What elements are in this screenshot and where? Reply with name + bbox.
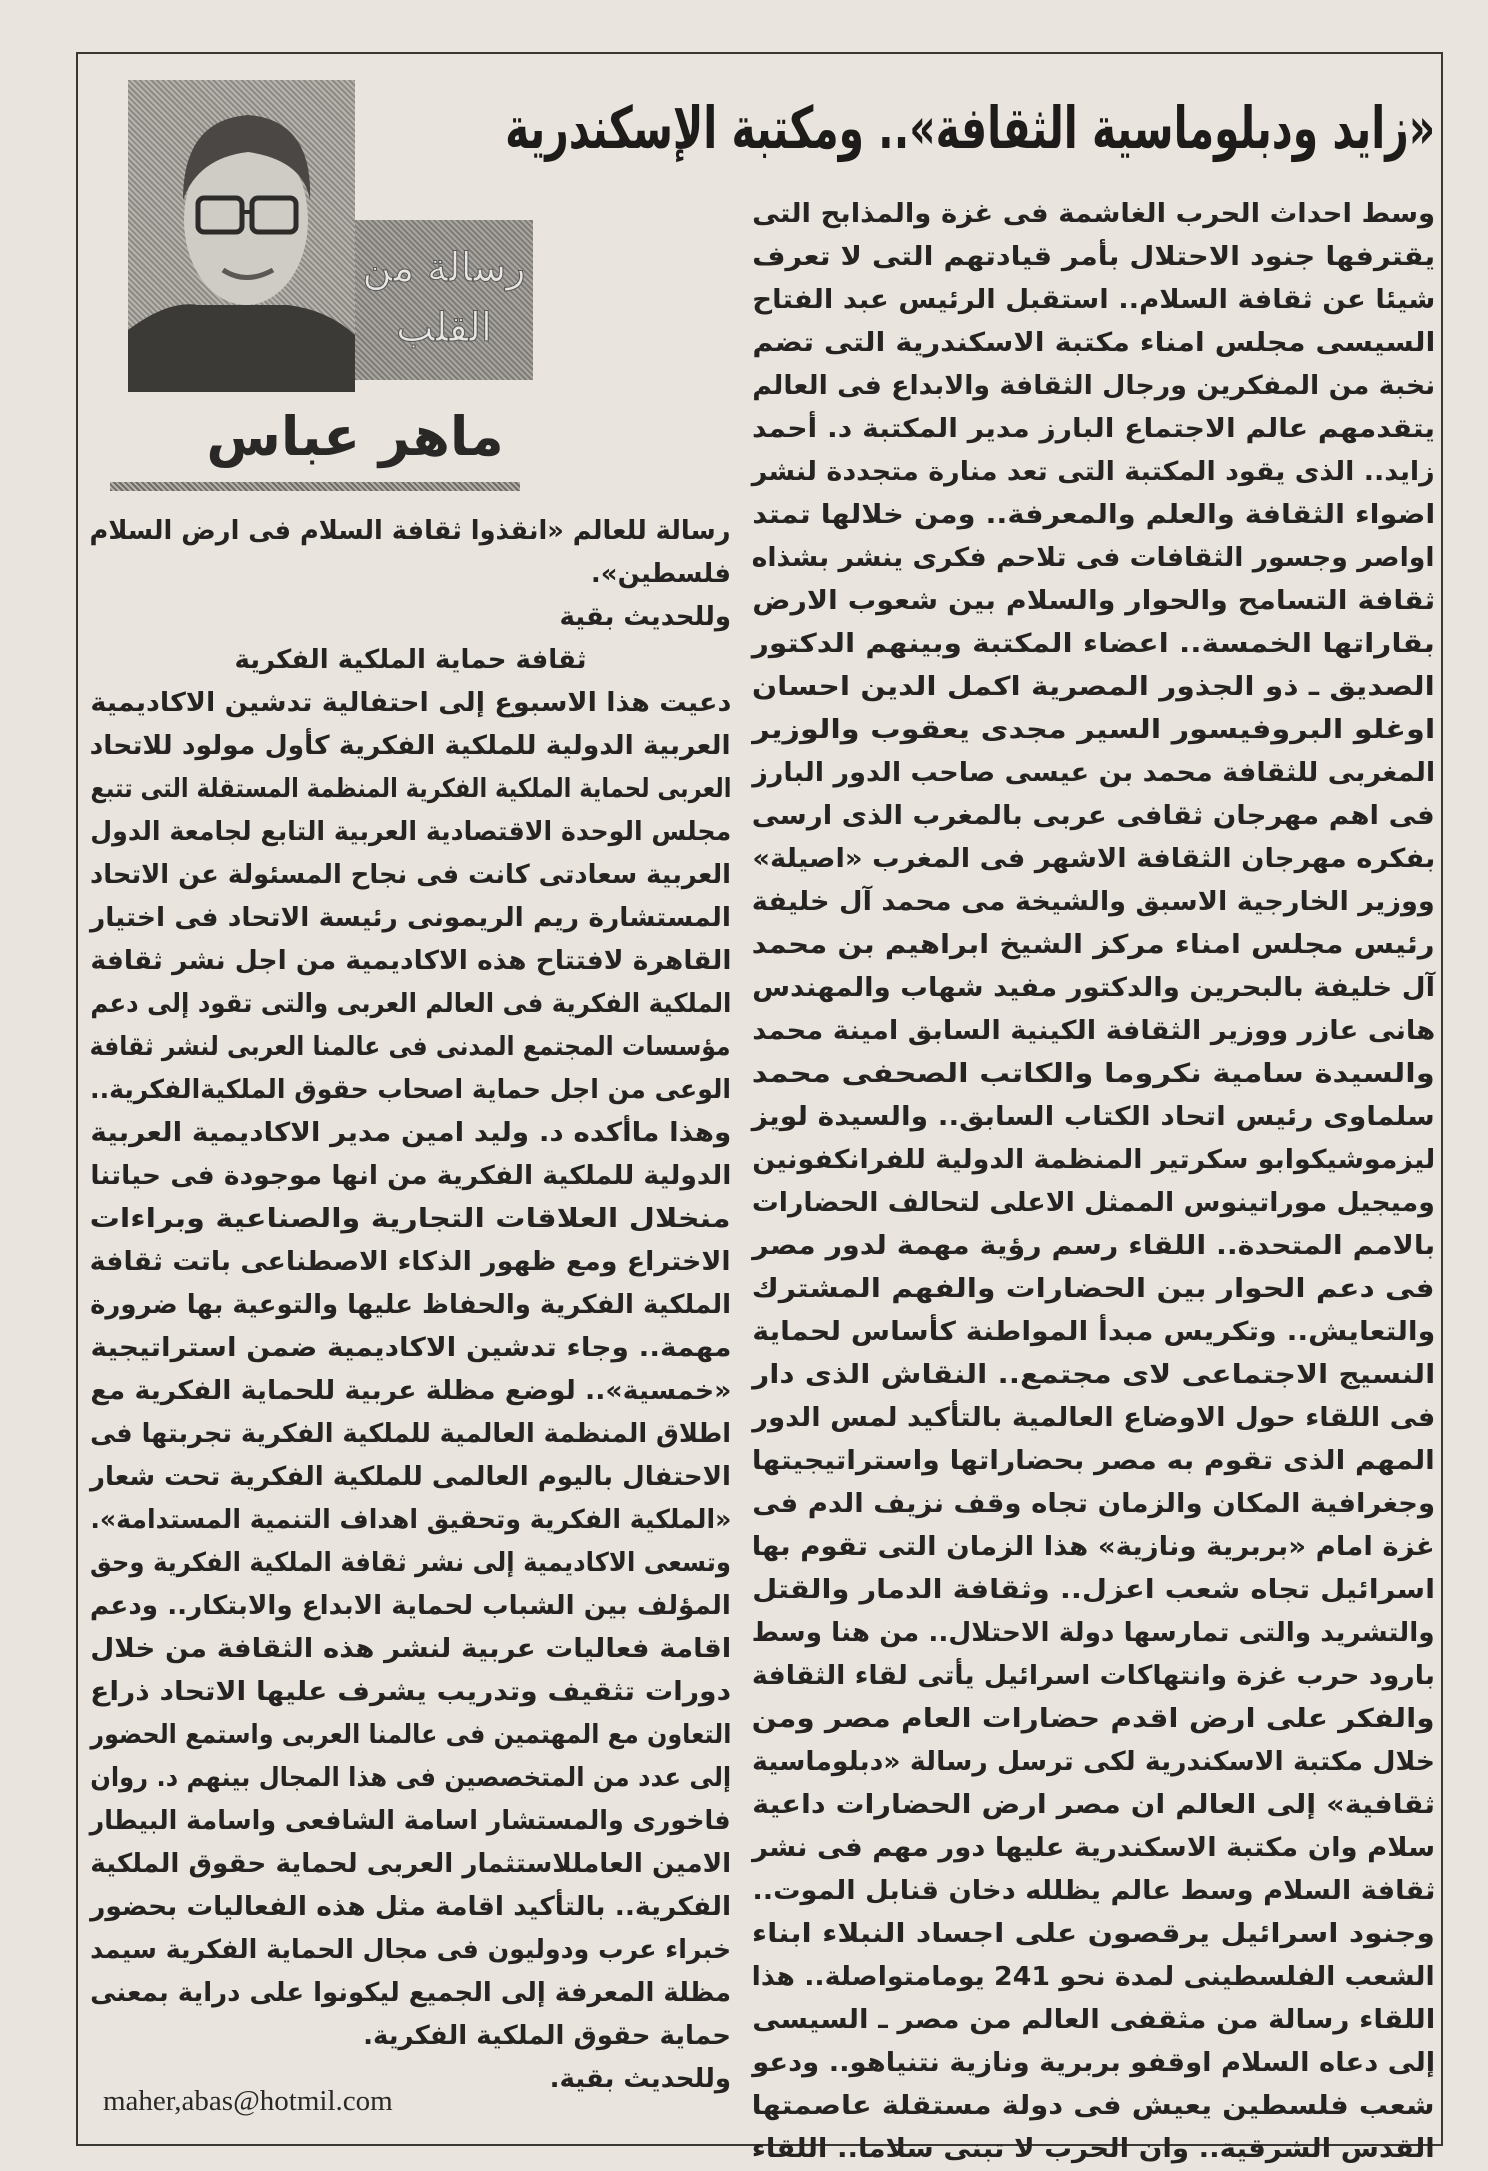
text-line-content: ووزير الخارجية الاسبق والشيخة مى محمد آل خليفة bbox=[751, 887, 1435, 917]
author-portrait-image bbox=[128, 80, 355, 392]
text-line bbox=[752, 279, 1435, 322]
text-line-content: وللحديث بقية bbox=[559, 602, 731, 632]
text-line-content: «الملكية الفكرية وتحقيق اهداف التنمية المستدامة». bbox=[90, 1505, 731, 1535]
text-line-content: وجغرافية المكان والزمان تجاه وقف نزيف الدم فى bbox=[752, 1489, 1435, 1519]
text-line bbox=[90, 1198, 731, 1241]
text-line bbox=[90, 1542, 731, 1585]
text-line-content: اوغلو البروفيسور السير مجدى يعقوب والوزير bbox=[752, 715, 1435, 745]
text-line bbox=[752, 967, 1435, 1010]
text-line-content: سلام وان مكتبة الاسكندرية عليها دور مهم فى نشر bbox=[752, 1833, 1435, 1863]
text-line bbox=[90, 983, 731, 1026]
text-line bbox=[90, 1714, 731, 1757]
text-line bbox=[752, 1096, 1435, 1139]
text-line-content: مهمة.. وجاء تدشين الاكاديمية ضمن استراتيجية bbox=[90, 1333, 731, 1363]
column-tag-line1: رسالة من bbox=[362, 245, 526, 291]
text-line-content: القدس الشرقية.. وان الحرب لا تبنى سلاما.. اللقاء bbox=[752, 2134, 1435, 2164]
text-line bbox=[90, 1972, 731, 2015]
text-line-content: بفكره مهرجان الثقافة الاشهر فى المغرب «اصيلة» bbox=[751, 844, 1435, 874]
text-line-content: مظلة المعرفة إلى الجميع ليكونوا على دراية بمعنى bbox=[90, 1978, 731, 2008]
text-line-content: «خمسية».. لوضع مظلة عربية للحماية الفكرية مع bbox=[90, 1376, 731, 1406]
text-line-content: بالامم المتحدة.. اللقاء رسم رؤية مهمة لدور مصر bbox=[752, 1231, 1435, 1261]
text-line bbox=[752, 408, 1435, 451]
text-line-content: رئيس مجلس امناء مركز الشيخ ابراهيم بن محمد bbox=[752, 930, 1435, 960]
text-line-content: وسط احداث الحرب الغاشمة فى غزة والمذابح التى bbox=[752, 199, 1435, 229]
text-line-content: هانى عازر ووزير الثقافة الكينية السابق امينة محمد bbox=[752, 1016, 1435, 1046]
text-line bbox=[752, 1913, 1435, 1956]
text-line bbox=[90, 1628, 731, 1671]
text-line-content: الملكية الفكرية فى العالم العربى والتى تقود إلى دعم bbox=[90, 989, 731, 1019]
text-line bbox=[90, 1413, 731, 1456]
text-line-content: فى دعم الحوار بين الحضارات والفهم المشترك bbox=[752, 1274, 1435, 1304]
text-line-content: فلسطين». bbox=[590, 559, 731, 589]
text-line-content: منخلال العلاقات التجارية والصناعية وبراءات bbox=[90, 1204, 731, 1234]
text-line-content: وهذا ماأكده د. وليد امين مدير الاكاديمية العربية bbox=[90, 1118, 731, 1148]
text-line-content: ثقافة السلام وسط عالم يظلله دخان قنابل الموت.. bbox=[752, 1876, 1435, 1906]
text-line bbox=[752, 1225, 1435, 1268]
text-line bbox=[752, 580, 1435, 623]
text-line-content: يتقدمهم عالم الاجتماع البارز مدير المكتبة د. أحمد bbox=[751, 414, 1435, 444]
text-line-content: سلماوى رئيس اتحاد الكتاب السابق.. والسيدة لويز bbox=[752, 1102, 1435, 1132]
text-line-content: الفكرية.. بالتأكيد اقامة مثل هذه الفعاليات بحضور bbox=[90, 1892, 731, 1922]
text-line-content: فى اهم مهرجان ثقافى عربى بالمغرب الذى ارسى bbox=[752, 801, 1435, 831]
text-line bbox=[752, 1311, 1435, 1354]
text-line bbox=[752, 1268, 1435, 1311]
text-line bbox=[90, 1929, 731, 1972]
text-line bbox=[752, 193, 1435, 236]
text-line bbox=[90, 596, 731, 639]
text-line-content: يقترفها جنود الاحتلال بأمر قيادتهم التى لا تعرف bbox=[752, 242, 1435, 272]
author-photo bbox=[128, 80, 355, 392]
column-tag-box bbox=[355, 220, 533, 380]
text-line bbox=[90, 510, 731, 553]
text-line bbox=[90, 1757, 731, 1800]
text-line bbox=[752, 1784, 1435, 1827]
byline-divider bbox=[110, 482, 520, 491]
text-line bbox=[752, 365, 1435, 408]
text-line-content: والفكر على ارض اقدم حضارات العام مصر ومن bbox=[752, 1704, 1435, 1734]
text-line-content: شيئا عن ثقافة السلام.. استقبل الرئيس عبد الفتاح bbox=[752, 285, 1435, 315]
article-column-left bbox=[90, 510, 731, 2101]
text-line bbox=[90, 553, 731, 596]
text-line-content: خلال مكتبة الاسكندرية لكى ترسل رسالة «دبلوماسية bbox=[752, 1747, 1435, 1777]
text-line-content: ثقافة التسامح والحوار والسلام بين شعوب الارض bbox=[752, 586, 1435, 616]
text-line bbox=[90, 2015, 731, 2058]
text-line bbox=[752, 752, 1435, 795]
text-line bbox=[90, 725, 731, 768]
text-line bbox=[90, 1499, 731, 1542]
text-line bbox=[752, 924, 1435, 967]
text-line bbox=[90, 811, 731, 854]
text-line-content: الاحتفال باليوم العالمى للملكية الفكرية تحت شعار bbox=[90, 1462, 731, 1492]
article-column-right bbox=[752, 193, 1435, 2171]
text-line-content: مؤسسات المجتمع المدنى فى عالمنا العربى لنشر ثقافة bbox=[90, 1032, 731, 1062]
text-line-content: دعيت هذا الاسبوع إلى احتفالية تدشين الاكاديمية bbox=[89, 688, 731, 718]
text-line bbox=[90, 1800, 731, 1843]
text-line-content: آل خليفة بالبحرين والدكتور مفيد شهاب والمهندس bbox=[752, 973, 1435, 1003]
text-line bbox=[90, 768, 731, 811]
text-line bbox=[752, 1526, 1435, 1569]
text-line-content: والسيدة سامية نكروما والكاتب الصحفى محمد bbox=[752, 1059, 1435, 1089]
text-line-content: الامين العامللاستثمار العربى لحماية حقوق الملكية bbox=[90, 1849, 731, 1879]
text-line bbox=[90, 1069, 731, 1112]
text-line bbox=[752, 1698, 1435, 1741]
text-line bbox=[90, 1585, 731, 1628]
text-line bbox=[90, 1886, 731, 1929]
text-line bbox=[752, 666, 1435, 709]
text-line-content: العربى لحماية الملكية الفكرية المنظمة المستقلة التى تتبع bbox=[90, 774, 731, 804]
text-line bbox=[752, 1956, 1435, 1999]
text-line-content: حماية حقوق الملكية الفكرية. bbox=[363, 2021, 731, 2051]
text-line-content: الصديق ـ ذو الجذور المصرية اكمل الدين احسان bbox=[752, 672, 1435, 702]
text-line-content: اطلاق المنظمة العالمية للملكية الفكرية تجربتها فى bbox=[90, 1419, 731, 1449]
author-name: ماهر عباس bbox=[206, 405, 504, 468]
text-line-content: شعب فلسطين يعيش فى دولة مستقلة عاصمتها bbox=[752, 2091, 1435, 2121]
text-line bbox=[90, 1370, 731, 1413]
text-line bbox=[90, 1241, 731, 1284]
text-line bbox=[752, 2042, 1435, 2085]
text-line bbox=[752, 451, 1435, 494]
text-line bbox=[752, 494, 1435, 537]
text-line bbox=[90, 1671, 731, 1714]
text-line bbox=[752, 1655, 1435, 1698]
text-line bbox=[752, 1440, 1435, 1483]
text-line-content: القاهرة لافتتاح هذه الاكاديمية من اجل نشر ثقافة bbox=[90, 946, 731, 976]
text-line bbox=[752, 795, 1435, 838]
text-line-content: الشعب الفلسطينى لمدة نحو 241 يومامتواصلة.. هذا bbox=[752, 1962, 1435, 1992]
text-line-content: والتعايش.. وتكريس مبدأ المواطنة كأساس لحماية bbox=[751, 1317, 1435, 1347]
text-line-content: فاخورى والمستشار اسامة الشافعى واسامة البيطار bbox=[90, 1806, 731, 1836]
text-line bbox=[90, 1327, 731, 1370]
text-line-content: وللحديث بقية. bbox=[549, 2064, 731, 2094]
text-line bbox=[90, 940, 731, 983]
text-line-content: الوعى من اجل حماية اصحاب حقوق الملكيةالفكرية.. bbox=[90, 1075, 731, 1105]
text-line bbox=[752, 2085, 1435, 2128]
text-line-content: مجلس الوحدة الاقتصادية العربية التابع لجامعة الدول bbox=[90, 817, 731, 847]
text-line-content: اللقاء رسالة من مثقفى العالم من مصر ـ السيسى bbox=[752, 2005, 1435, 2035]
text-line-content: وجنود اسرائيل يرقصون على اجساد النبلاء ابناء bbox=[752, 1919, 1435, 1949]
text-line bbox=[752, 1010, 1435, 1053]
text-line-content: بارود حرب غزة وانتهاكات اسرائيل يأتى لقاء الثقافة bbox=[752, 1661, 1435, 1691]
text-line bbox=[90, 1155, 731, 1198]
text-line bbox=[90, 1026, 731, 1069]
text-line bbox=[90, 1843, 731, 1886]
text-line bbox=[752, 1139, 1435, 1182]
text-line bbox=[752, 1397, 1435, 1440]
section-subheading bbox=[90, 639, 731, 682]
author-email-link[interactable]: maher,abas@hotmil.com bbox=[103, 2085, 393, 2117]
text-line-content: نخبة من المفكرين ورجال الثقافة والابداع فى العالم bbox=[752, 371, 1435, 401]
article-headline bbox=[505, 88, 1435, 168]
text-line-content: اواصر وجسور الثقافات فى تلاحم فكرى ينشر بشذاه bbox=[752, 543, 1435, 573]
text-line bbox=[90, 1112, 731, 1155]
text-line-content: التعاون مع المهتمين فى عالمنا العربى واستمع الحضور bbox=[90, 1720, 731, 1750]
text-line bbox=[752, 1569, 1435, 1612]
text-line-content: المغربى للثقافة محمد بن عيسى صاحب الدور البارز bbox=[752, 758, 1435, 788]
text-line-content: ليزموشيكوابو سكرتير المنظمة الدولية للفرانكفونين bbox=[752, 1145, 1435, 1175]
text-line-content: العربية سعادتى كانت فى نجاح المسئولة عن الاتحاد bbox=[90, 860, 731, 890]
headline-text: «زايد ودبلوماسية الثقافة».. ومكتبة الإسكندرية bbox=[505, 94, 1435, 162]
text-line-content: السيسى مجلس امناء مكتبة الاسكندرية التى تضم bbox=[752, 328, 1435, 358]
text-line-content: العربية الدولية للملكية الفكرية كأول مولود للاتحاد bbox=[90, 731, 731, 761]
text-line-content: المؤلف بين الشباب لحماية الابداع والابتكار.. ودعم bbox=[90, 1591, 731, 1621]
text-line bbox=[752, 1612, 1435, 1655]
text-line-content: فى اللقاء حول الاوضاع العالمية بالتأكيد لمس الدور bbox=[751, 1403, 1435, 1433]
text-line bbox=[90, 854, 731, 897]
text-line bbox=[90, 897, 731, 940]
text-line bbox=[752, 1827, 1435, 1870]
text-line-content: النسيج الاجتماعى لاى مجتمع.. النقاش الذى دار bbox=[751, 1360, 1435, 1390]
text-line-content: المستشارة ريم الريمونى رئيسة الاتحاد فى اختيار bbox=[90, 903, 731, 933]
text-line bbox=[752, 1741, 1435, 1784]
text-line-content: الاختراع ومع ظهور الذكاء الاصطناعى باتت ثقافة bbox=[89, 1247, 731, 1277]
text-line-content: زايد.. الذى يقود المكتبة التى تعد منارة متجددة لنشر bbox=[751, 457, 1435, 487]
text-line-content: الملكية الفكرية والحفاظ عليها والتوعية بها ضرورة bbox=[90, 1290, 731, 1320]
column-tag-line2: القلب bbox=[395, 305, 493, 351]
text-line-content: الدولية للملكية الفكرية من انها موجودة فى حياتنا bbox=[90, 1161, 731, 1191]
text-line bbox=[90, 682, 731, 725]
text-line-content: والتشريد والتى تمارسها دولة الاحتلال.. من هنا وسط bbox=[752, 1618, 1435, 1648]
text-line bbox=[752, 1354, 1435, 1397]
text-line bbox=[752, 322, 1435, 365]
text-line bbox=[752, 236, 1435, 279]
text-line bbox=[752, 1483, 1435, 1526]
section-subheading-text: ثقافة حماية الملكية الفكرية bbox=[234, 645, 587, 675]
text-line bbox=[752, 881, 1435, 924]
text-line-content: ثقافية» إلى العالم ان مصر ارض الحضارات داعية bbox=[752, 1790, 1435, 1820]
text-line bbox=[90, 1284, 731, 1327]
text-line-content: رسالة للعالم «انقذوا ثقافة السلام فى ارض السلام bbox=[90, 516, 731, 546]
text-line bbox=[752, 838, 1435, 881]
text-line bbox=[752, 1182, 1435, 1225]
text-line bbox=[90, 1456, 731, 1499]
text-line bbox=[752, 1053, 1435, 1096]
text-line-content: اسرائيل تجاه شعب اعزل.. وثقافة الدمار والقتل bbox=[752, 1575, 1435, 1605]
text-line bbox=[752, 2128, 1435, 2171]
text-line-content: دورات تثقيف وتدريب يشرف عليها الاتحاد ذراع bbox=[90, 1677, 731, 1707]
text-line-content: بقاراتها الخمسة.. اعضاء المكتبة وبينهم الدكتور bbox=[752, 629, 1435, 659]
text-line-content: إلى عدد من المتخصصين فى هذا المجال بينهم د. روان bbox=[90, 1763, 731, 1793]
text-line-content: إلى دعاه السلام اوقفو بربرية ونازية نتنياهو.. ودعو bbox=[752, 2048, 1435, 2078]
text-line bbox=[752, 623, 1435, 666]
text-line-content: المهم الذى تقوم به مصر بحضاراتها واستراتيجيتها bbox=[752, 1446, 1435, 1476]
text-line-content: اقامة فعاليات عربية لنشر هذه الثقافة من خلال bbox=[90, 1634, 731, 1664]
text-line bbox=[752, 537, 1435, 580]
text-line-content: وميجيل موراتينوس الممثل الاعلى لتحالف الحضارات bbox=[752, 1188, 1435, 1218]
text-line-content: اضواء الثقافة والعلم والمعرفة.. ومن خلالها تمتد bbox=[752, 500, 1435, 530]
text-line bbox=[752, 1870, 1435, 1913]
text-line bbox=[752, 709, 1435, 752]
text-line-content: وتسعى الاكاديمية إلى نشر ثقافة الملكية الفكرية وحق bbox=[90, 1548, 731, 1578]
text-line-content: غزة امام «بربرية ونازية» هذا الزمان التى تقوم بها bbox=[752, 1532, 1435, 1562]
text-line bbox=[752, 1999, 1435, 2042]
text-line-content: خبراء عرب ودوليون فى مجال الحماية الفكرية سيمد bbox=[90, 1935, 731, 1965]
